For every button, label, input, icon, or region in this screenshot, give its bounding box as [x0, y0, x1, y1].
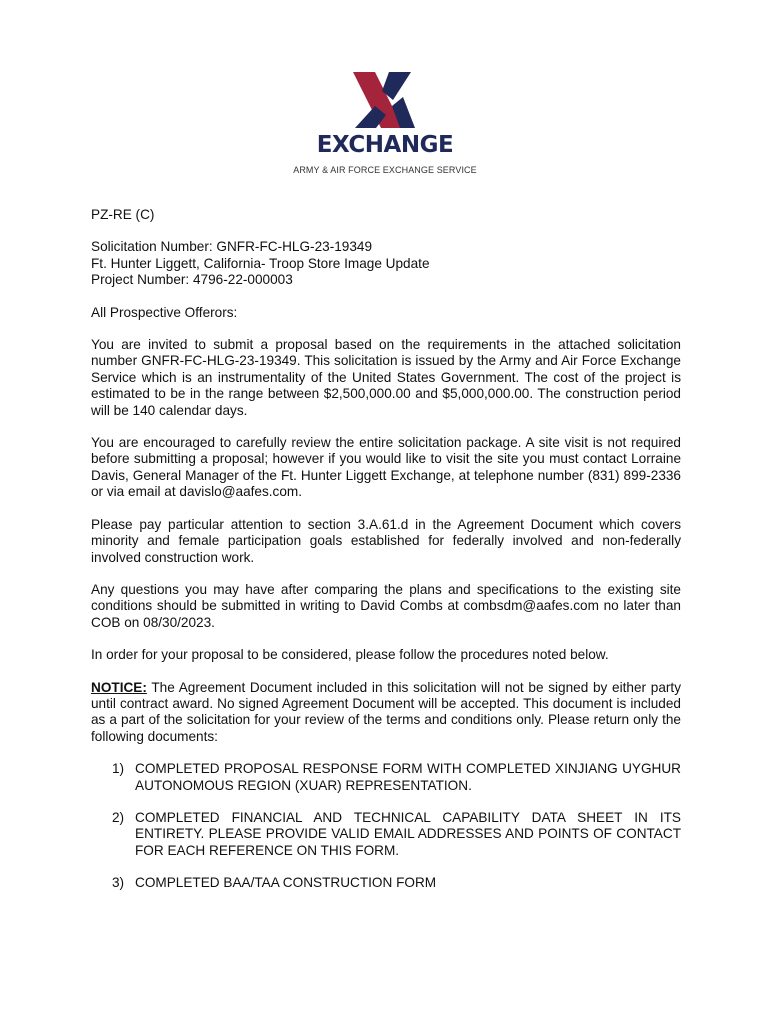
paragraph-site-visit: You are encouraged to carefully review the entire solicitation package. A site visit is not required before submitting a proposal; however if you would like to visit the site you must contact Lorraine Davis, General Manager of the Ft. Hunter Liggett Exchange, at telephone number (831) 899-2336 or via email at davislo@aafes.com.: [91, 435, 681, 500]
list-item: [91, 875, 681, 891]
project-info-block: [91, 239, 681, 288]
exchange-x-mark-icon: [345, 70, 425, 130]
salutation: All Prospective Offerors:: [91, 304, 238, 320]
list-item-number: 2): [112, 809, 125, 825]
paragraph-notice: [91, 680, 681, 746]
reference-code: PZ-RE (C): [91, 207, 155, 222]
brand-tagline: ARMY & AIR FORCE EXCHANGE SERVICE: [293, 165, 477, 175]
paragraph-procedures: In order for your proposal to be considered, please follow the procedures noted below.: [91, 647, 609, 663]
notice-text: The Agreement Document included in this solicitation will not be signed by either party until contract award. No signed Agreement Document will be accepted. This document is included as a part of the solicitation for your review of the terms and conditions only. Please return only the following documents:: [91, 679, 681, 744]
letter-body: [91, 207, 681, 908]
list-item: [91, 810, 681, 859]
project-title: Ft. Hunter Liggett, California- Troop Store Image Update: [91, 255, 430, 271]
list-item-number: 3): [112, 875, 125, 891]
list-item-text: COMPLETED FINANCIAL AND TECHNICAL CAPABILITY DATA SHEET IN ITS ENTIRETY. PLEASE PROVIDE VALID EMAIL ADDRESSES AND POINTS OF CONTACT FOR EACH REFERENCE ON THIS FORM.: [135, 809, 681, 858]
solicitation-number: Solicitation Number: GNFR-FC-HLG-23-19349: [91, 239, 373, 255]
list-item: [91, 761, 681, 794]
paragraph-participation-goals: Please pay particular attention to section 3.A.61.d in the Agreement Document which covers minority and female participation goals established for federally involved and non-federally involved construction work.: [91, 516, 681, 565]
list-item-number: 1): [112, 761, 125, 777]
list-item-text: COMPLETED BAA/TAA CONSTRUCTION FORM: [135, 875, 437, 891]
brand-name: EXCHANGE: [316, 132, 454, 158]
trademark-mark: ™: [408, 122, 413, 128]
paragraph-questions: Any questions you may have after comparing the plans and specifications to the existing site conditions should be submitted in writing to David Combs at combsdm@aafes.com no later than COB on 08/30/2023.: [91, 581, 681, 630]
list-item-text: COMPLETED PROPOSAL RESPONSE FORM WITH COMPLETED XINJIANG UYGHUR AUTONOMOUS REGION (XUAR) REPRESENTATION.: [135, 761, 681, 793]
paragraph-invitation: You are invited to submit a proposal based on the requirements in the attached solicitation number GNFR-FC-HLG-23-19349. This solicitation is issued by the Army and Air Force Exchange Service which is an instrumentality of the United States Government. The cost of the project is estimated to be in the range between $2,500,000.00 and $5,000,000.00. The construction period will be 140 calendar days.: [91, 337, 681, 418]
exchange-logo: [280, 70, 490, 180]
project-number: Project Number: 4796-22-000003: [91, 272, 293, 288]
required-documents-list: [91, 761, 681, 891]
notice-label: NOTICE:: [91, 679, 147, 695]
